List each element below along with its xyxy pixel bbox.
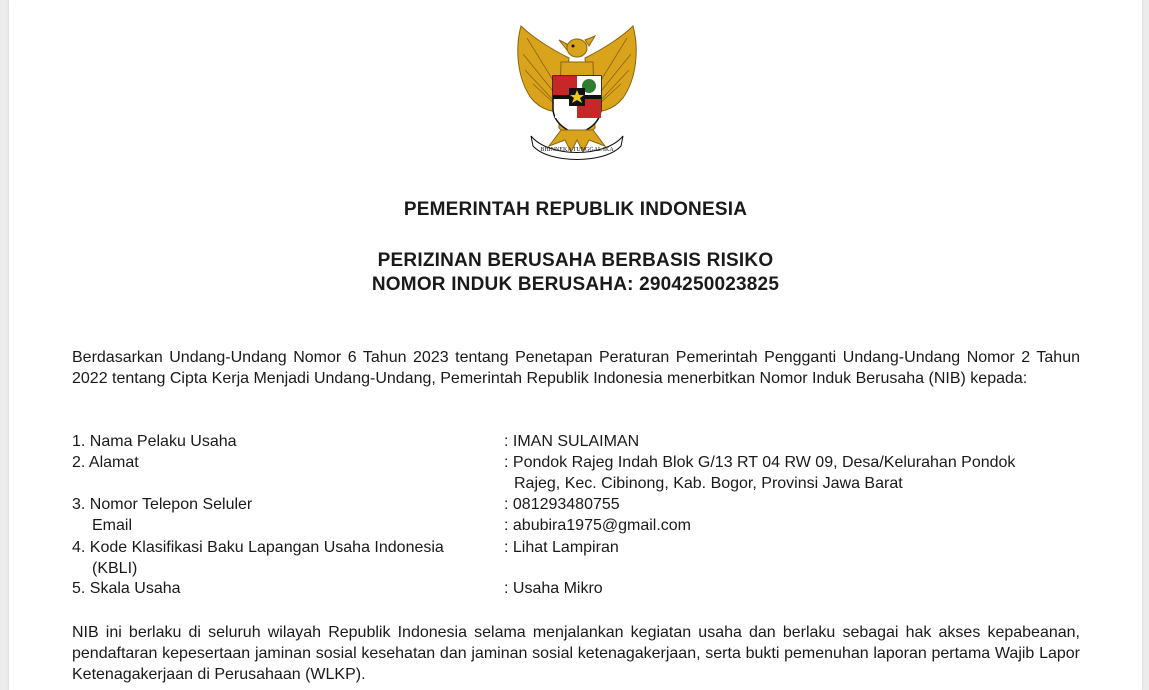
field-value: : Pondok Rajeg Indah Blok G/13 RT 04 RW 09, Desa/Kelurahan Pondok (504, 454, 1016, 471)
document-page (9, 0, 1142, 690)
field-label: 1. Nama Pelaku Usaha (72, 433, 237, 450)
nib-number-title: NOMOR INDUK BERUSAHA: 2904250023825 (371, 274, 780, 295)
intro-paragraph (72, 347, 1080, 389)
intro-text: Berdasarkan Undang-Undang Nomor 6 Tahun 2023 tentang Penetapan Peraturan Pemerintah Pengganti Undang-Undang Nomor 2 Tahun 2022 tentang Cipta Kerja Menjadi Undang-Undang, Pemerintah Republik Indonesia menerbitkan Nomor Induk Berusaha (NIB) kepada: (72, 349, 1080, 387)
emblem-motto: BHINNEKA TUNGGAL IKA (540, 147, 614, 153)
field-label: 2. Alamat (72, 454, 139, 471)
field-value: : Lihat Lampiran (504, 539, 619, 556)
field-label: 4. Kode Klasifikasi Baku Lapangan Usaha Indonesia (72, 539, 444, 556)
field-label: Email (92, 517, 133, 534)
closing-paragraph (72, 622, 1080, 685)
license-title: PERIZINAN BERUSAHA BERBASIS RISIKO (377, 250, 774, 271)
government-title: PEMERINTAH REPUBLIK INDONESIA (403, 199, 748, 220)
field-label-continued: (KBLI) (92, 560, 138, 577)
field-label: 5. Skala Usaha (72, 580, 181, 597)
field-value-continued: Rajeg, Kec. Cibinong, Kab. Bogor, Provinsi Jawa Barat (514, 475, 903, 492)
field-value: : Usaha Mikro (504, 580, 603, 597)
garuda-pancasila-emblem-icon (509, 18, 645, 172)
field-value: : 081293480755 (504, 496, 620, 513)
field-value: : IMAN SULAIMAN (504, 433, 640, 450)
field-value: : abubira1975@gmail.com (504, 517, 692, 534)
closing-text: NIB ini berlaku di seluruh wilayah Republik Indonesia selama menjalankan kegiatan usaha dan berlaku sebagai hak akses kepabeanan, pendaftaran kepesertaan jaminan sosial kesehatan dan jaminan sosial ketenagakerjaan, serta bukti pemenuhan laporan pertama Wajib Lapor Ketenagakerjaan di Perusahaan (WLKP). (72, 624, 1080, 683)
field-label: 3. Nomor Telepon Seluler (72, 496, 253, 513)
